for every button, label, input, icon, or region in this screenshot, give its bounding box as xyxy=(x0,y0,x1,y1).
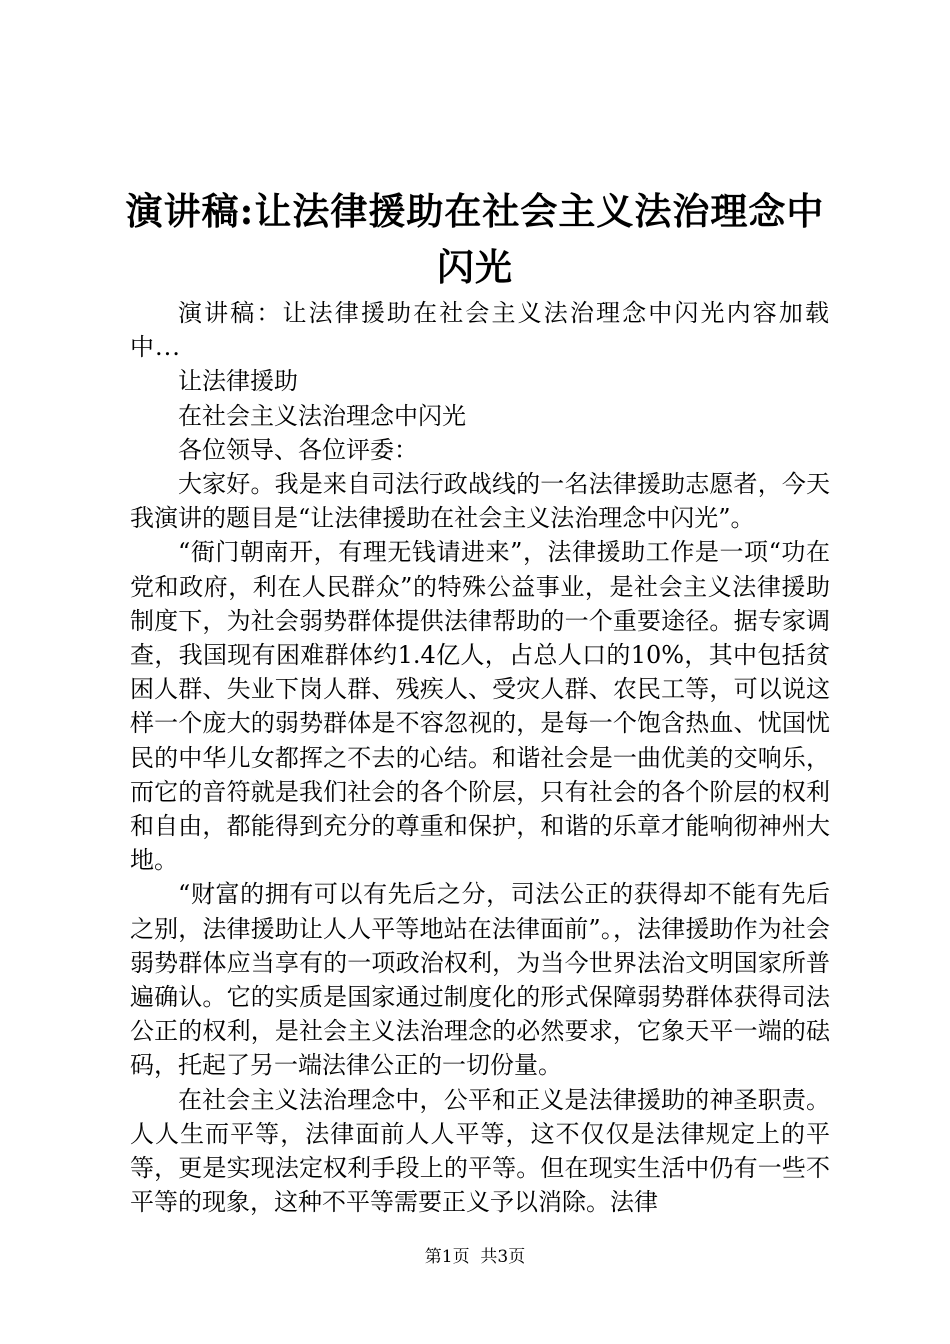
body-paragraph: 演讲稿：让法律援助在社会主义法治理念中闪光内容加载中... xyxy=(130,299,830,362)
document-body xyxy=(130,296,830,1219)
body-paragraph: 在社会主义法治理念中闪光 xyxy=(178,401,466,430)
body-paragraph: “财富的拥有可以有先后之分，司法公正的获得却不能有先后之别，法律援助让人人平等地站在法律面前”。，法律援助作为社会弱势群体应当享有的一项政治权利，为当今世界法治文明国家所普遍确认。它的实质是国家通过制度化的形式保障弱势群体获得司法公正的权利，是社会主义法治理念的必然要求，它象天平一端的砝码，托起了另一端法律公正的一切份量。 xyxy=(130,880,830,1080)
page-footer xyxy=(0,1246,950,1268)
body-paragraph: 大家好。我是来自司法行政战线的一名法律援助志愿者，今天我演讲的题目是“让法律援助在社会主义法治理念中闪光”。 xyxy=(130,470,830,533)
body-paragraph: 在社会主义法治理念中，公平和正义是法律援助的神圣职责。人人生而平等，法律面前人人平等，这不仅仅是法律规定上的平等，更是实现法定权利手段上的平等。但在现实生活中仍有一些不平等的现象，这种不平等需要正义予以消除。法律 xyxy=(130,1085,830,1217)
body-paragraph: 各位领导、各位评委： xyxy=(178,435,418,464)
body-paragraph: 让法律援助 xyxy=(178,367,298,396)
body-paragraph: “衙门朝南开，有理无钱请进来”，法律援助工作是一项“功在党和政府，利在人民群众”的特殊公益事业，是社会主义法律援助制度下，为社会弱势群体提供法律帮助的一个重要途径。据专家调查，我国现有困难群体约1.4亿人，占总人口的10%，其中包括贫困人群、失业下岗人群、残疾人、受灾人群、农民工等，可以说这样一个庞大的弱势群体是不容忽视的，是每一个饱含热血、忧国忧民的中华儿女都挥之不去的心结。和谐社会是一曲优美的交响乐，而它的音符就是我们社会的各个阶层，只有社会的各个阶层的权利和自由，都能得到充分的尊重和保护，和谐的乐章才能响彻神州大地。 xyxy=(130,538,830,875)
document-title: 演讲稿:让法律援助在社会主义法治理念中闪光 xyxy=(125,189,825,289)
page-number: 第1页 共3页 xyxy=(424,1247,526,1267)
